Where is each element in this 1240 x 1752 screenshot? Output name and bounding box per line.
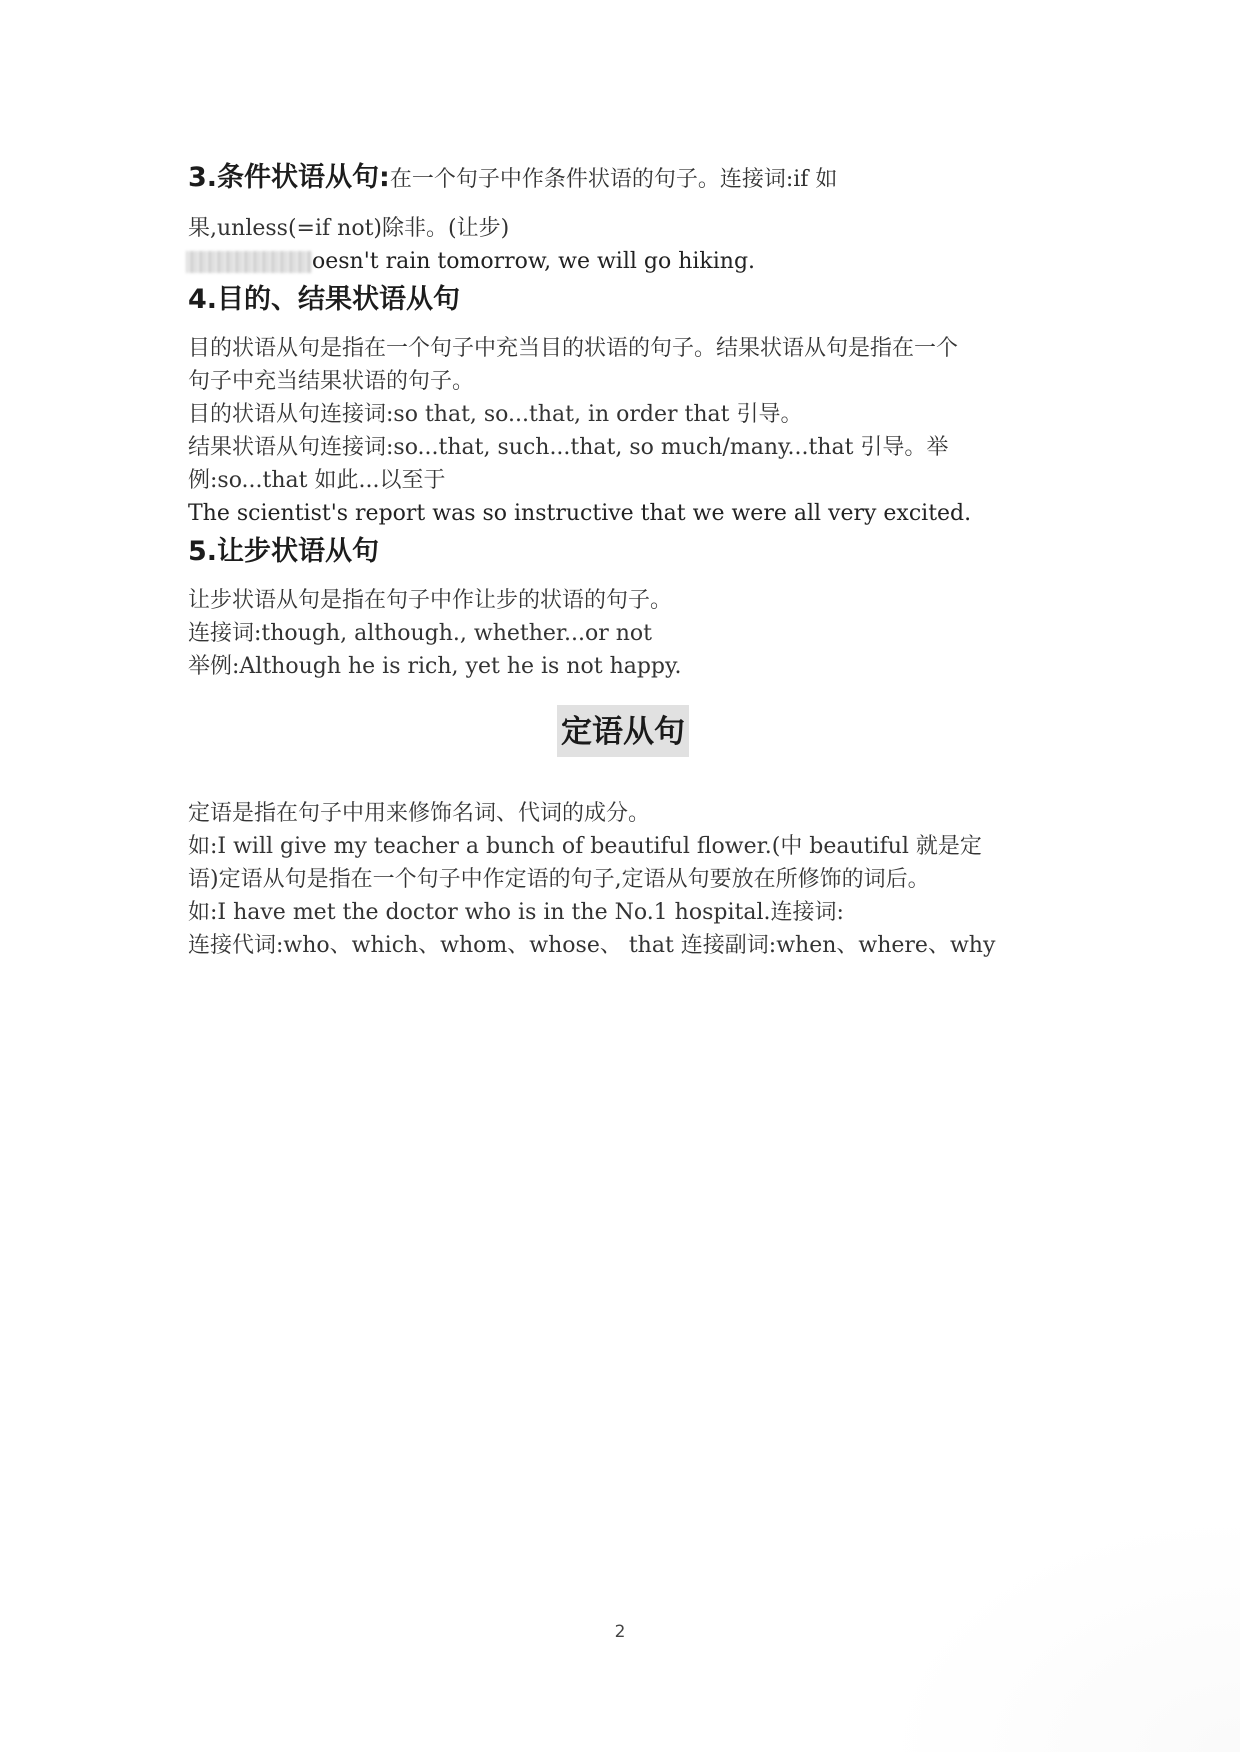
paragraph-line: 例:so...that 如此...以至于 [188, 468, 446, 493]
paragraph-line: 定语是指在句子中用来修饰名词、代词的成分。 [188, 801, 651, 826]
section-title-description: 在一个句子中作条件状语的句子。连接词:if 如 [389, 167, 838, 192]
paragraph-line: 让步状语从句是指在句子中作让步的状语的句子。 [188, 588, 673, 613]
section-heading-concession: 5.让步状语从句 [188, 536, 380, 567]
paragraph-line: 目的状语从句是指在一个句子中充当目的状语的句子。结果状语从句是指在一个 [188, 336, 959, 361]
paragraph-line: 举例:Although he is rich, yet he is not happy. [188, 654, 682, 679]
paragraph-line: 句子中充当结果状语的句子。 [188, 369, 475, 394]
paragraph-line: 目的状语从句连接词:so that, so...that, in order that 引导。 [188, 402, 803, 427]
paragraph-line: 连接代词:who、which、whom、whose、 that 连接副词:when、where、why [188, 933, 996, 958]
example-sentence: The scientist's report was so instructive that we were all very excited. [188, 501, 972, 526]
paragraph-line: 如:I have met the doctor who is in the No.1 hospital.连接词: [188, 900, 844, 925]
page-number: 2 [614, 1622, 626, 1642]
paragraph-line: 连接词:though, although., whether...or not [188, 621, 653, 646]
paragraph-line: 结果状语从句连接词:so...that, such...that, so much/many...that 引导。举 [188, 435, 949, 460]
attributive-clause-title: 定语从句 [557, 705, 689, 757]
page-content [188, 160, 1058, 962]
scan-glare [880, 1512, 1240, 1752]
centered-title-wrap [188, 705, 1058, 757]
paragraph-line: 如:I will give my teacher a bunch of beautiful flower.(中 beautiful 就是定 [188, 834, 982, 859]
conditional-example-row [188, 245, 1058, 278]
redacted-blur [186, 251, 312, 273]
section-heading-conditional [188, 160, 1058, 198]
conditional-example: oesn't rain tomorrow, we will go hiking. [312, 249, 756, 274]
section-heading-purpose-result: 4.目的、结果状语从句 [188, 284, 461, 315]
section-title: 3.条件状语从句: [188, 162, 390, 193]
paragraph-line: 语)定语从句是指在一个句子中作定语的句子,定语从句要放在所修饰的词后。 [188, 867, 930, 892]
conditional-connectives-line: 果,unless(=if not)除非。(让步) [188, 216, 510, 241]
